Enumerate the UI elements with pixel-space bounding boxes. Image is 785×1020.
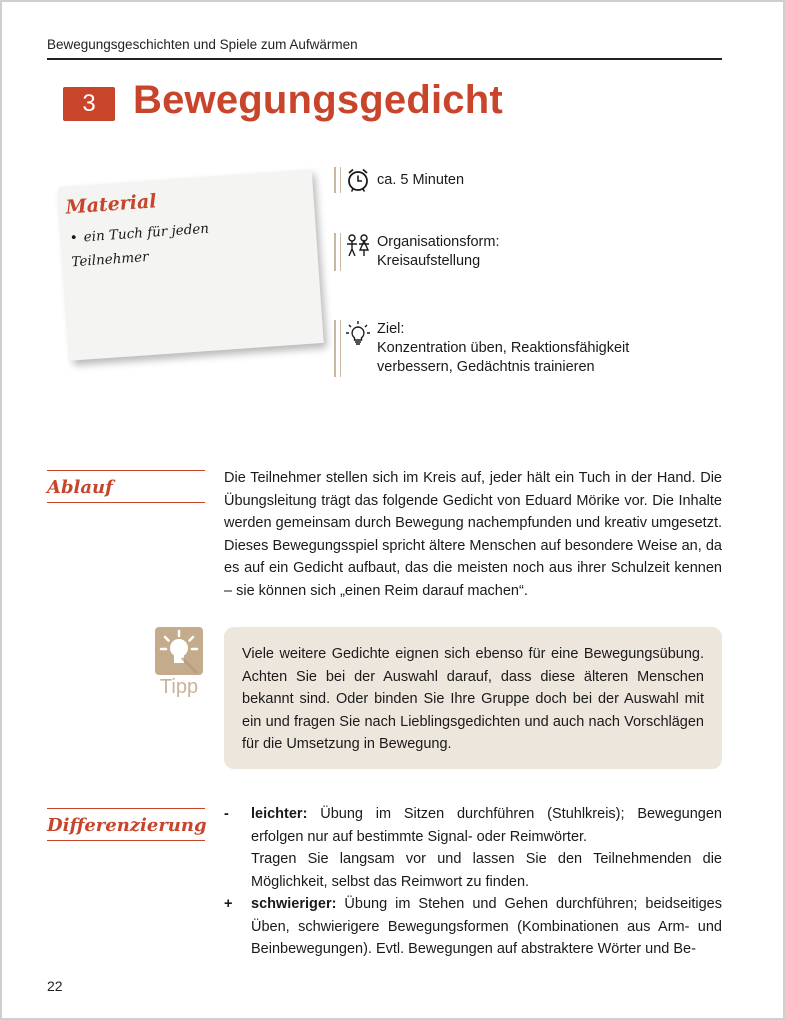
diff-extra: Tragen Sie langsam vor und lassen Sie den Teilnehmenden die Möglichkeit, selbst das Reimwort zu finden. xyxy=(251,851,722,890)
organisation-text: Organisationsform: Kreisaufstellung xyxy=(377,234,500,269)
material-item: • ein Tuch für jeden Teilnehmer xyxy=(69,220,210,271)
diff-text: Übung im Stehen und Gehen durchführen; beidseitiges Üben, schwierigere Bewegungsformen (Kombinationen aus Arm- und Beinbewegungen). Evtl. Bewegungen auf abstraktere Wörter und Be- xyxy=(251,896,722,957)
running-head: Bewegungsgeschichten und Spiele zum Aufwärmen xyxy=(47,37,358,52)
lightbulb-icon xyxy=(345,320,371,346)
chapter-number: 3 xyxy=(63,87,115,121)
material-card xyxy=(58,169,324,360)
alarm-clock-icon xyxy=(345,167,371,193)
info-duration xyxy=(334,167,464,193)
ablauf-text: Die Teilnehmer stellen sich im Kreis auf, jeder hält ein Tuch in der Hand. Die Übungsleitung trägt das folgende Gedicht von Eduard Mörike vor. Die Inhalte werden gemeinsam durch Bewegung nachempfunden und kreativ umgesetzt. Dieses Bewegungsspiel spricht ältere Menschen auf besondere Weise an, da es auf ein Gedicht aufbaut, das die meisten noch aus ihrer Schulzeit kennen – sie können sich „einen Reim darauf machen“. xyxy=(224,470,722,599)
page-number: 22 xyxy=(47,978,63,994)
diff-term: schwieriger: xyxy=(251,896,337,912)
info-goal xyxy=(334,320,667,377)
minus-marker: - xyxy=(224,806,229,822)
tipp-text: Viele weitere Gedichte eignen sich ebenso für eine Bewegungsübung. Achten Sie bei der Auswahl darauf, dass diese älteren Menschen bekannt sind. Oder binden Sie Ihre Gruppe doch bei der Auswahl mit ein und fragen Sie nach Lieblingsgedichten und auch nach Vorschlägen für die Umsetzung in Bewegung. xyxy=(242,646,704,752)
tipp-lightbulb-icon xyxy=(155,627,203,675)
goal-text: Ziel: Konzentration üben, Reaktionsfähigkeit verbessern, Gedächtnis trainieren xyxy=(377,321,630,375)
material-title: Material xyxy=(64,190,158,219)
diff-term: leichter: xyxy=(251,806,308,822)
bullet-icon: • xyxy=(69,229,79,247)
plus-marker: + xyxy=(224,896,233,912)
header-rule xyxy=(47,58,722,60)
tipp-box xyxy=(224,627,722,769)
info-organisation xyxy=(334,233,500,271)
duration-text: ca. 5 Minuten xyxy=(377,172,465,188)
list-item xyxy=(224,803,722,893)
diff-text: Übung im Sitzen durchführen (Stuhlkreis); Bewegungen erfolgen nur auf bestimmte Signal- oder Reimwörter. xyxy=(251,806,722,845)
people-icon xyxy=(345,233,371,259)
chapter-title: Bewegungsgedicht xyxy=(133,78,503,122)
ablauf-label: Ablauf xyxy=(47,470,205,503)
differenzierung-label: Differenzierung xyxy=(47,808,205,841)
tipp-label: Tipp xyxy=(159,676,199,698)
differenzierung-list xyxy=(224,803,722,961)
list-item xyxy=(224,893,722,961)
